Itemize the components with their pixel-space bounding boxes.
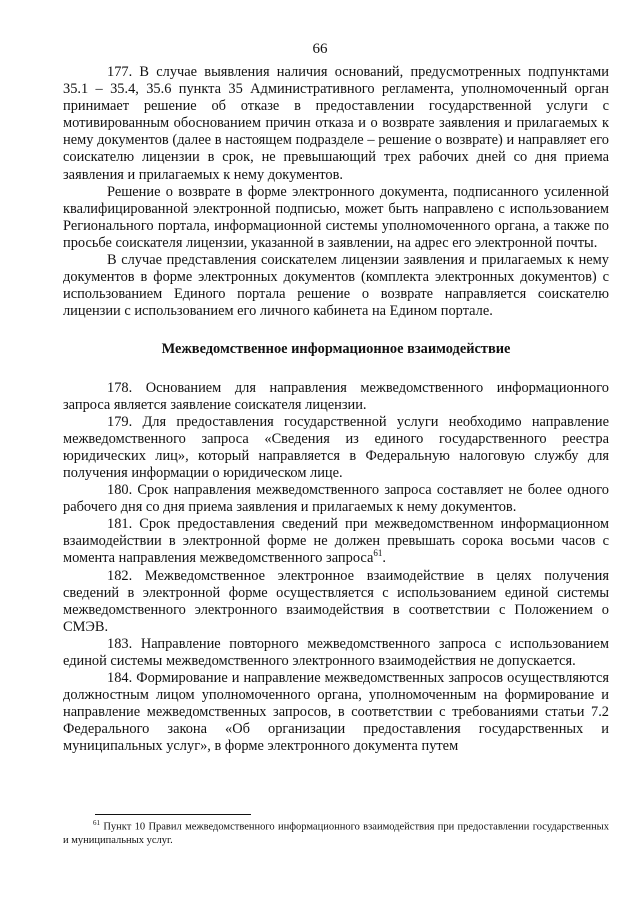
footnote-number: 61 (93, 819, 100, 827)
section-heading: Межведомственное информационное взаимодействие (161, 341, 511, 358)
paragraph-180: 180. Срок направления межведомственного запроса составляет не более одного рабочего дня со дня приема заявления и прилагаемых к нему документов. (63, 482, 609, 516)
paragraph-181 (63, 516, 609, 567)
paragraph-177-decision-form: Решение о возврате в форме электронного документа, подписанного усиленной квалифицированной электронной подписью, может быть направлено с использованием Регионального портала, информационной системы уполномоченного органа, а также по просьбе соискателя лицензии, указанной в заявлении, на адрес его электронной почты. (63, 183, 609, 251)
paragraph-181-text: 181. Срок предоставления сведений при межведомственном информационном взаимодействии в электронной форме не должен превышать сорока восьми часов с момента направления межведомственного запроса (63, 516, 609, 567)
footnote-text: Пункт 10 Правил межведомственного информационного взаимодействия при предоставлении государственных и муниципальных услуг. (63, 821, 609, 846)
paragraph-183: 183. Направление повторного межведомственного запроса с использованием единой системы межведомственного электронного взаимодействия не допускается. (63, 635, 609, 669)
paragraph-178: 178. Основанием для направления межведомственного информационного запроса является заявление соискателя лицензии. (63, 379, 609, 413)
paragraph-177-unified-portal: В случае представления соискателем лицензии заявления и прилагаемых к нему документов в форме электронных документов (комплекта электронных документов) с использованием Единого портала решение о возврате направляется соискателю лицензии с использованием его личного кабинета на Едином портале. (63, 252, 609, 320)
footnote-reference[interactable]: 61 (373, 548, 383, 559)
page-number: 66 (312, 41, 328, 57)
paragraph-182: 182. Межведомственное электронное взаимодействие в целях получения сведений в электронной форме осуществляется с использованием единой системы межведомственного электронного взаимодействия в соответствии с Положением о СМЭВ. (63, 567, 609, 635)
footnote-divider (95, 814, 251, 815)
paragraph-184: 184. Формирование и направление межведомственных запросов осуществляются должностным лицом уполномоченного органа, уполномоченным на формирование и направление межведомственных запросов, в соответствии с требованиями статьи 7.2 Федерального закона «Об организации предоставления государственных и муниципальных услуг», в форме электронного документа путем (63, 670, 609, 755)
page-body (63, 64, 609, 756)
paragraph-181-end: . (382, 550, 386, 567)
paragraph-177: 177. В случае выявления наличия оснований, предусмотренных подпунктами 35.1 – 35.4, 35.6 пункта 35 Административного регламента, уполномоченный орган принимает решение об отказе в предоставлении государственной услуги с мотивированным обоснованием причин отказа и о возврате заявления и прилагаемых к нему документов (далее в настоящем подразделе – решение о возврате) и направляет его соискателю лицензии в срок, не превышающий трех рабочих дней со дня приема заявления и прилагаемых к нему документов. (63, 64, 609, 183)
footnote (63, 817, 609, 847)
paragraph-179: 179. Для предоставления государственной услуги необходимо направление межведомственного запроса «Сведения из единого государственного реестра юридических лиц», который направляется в Федеральную налоговую службу для получения информации о юридическом лице. (63, 413, 609, 481)
